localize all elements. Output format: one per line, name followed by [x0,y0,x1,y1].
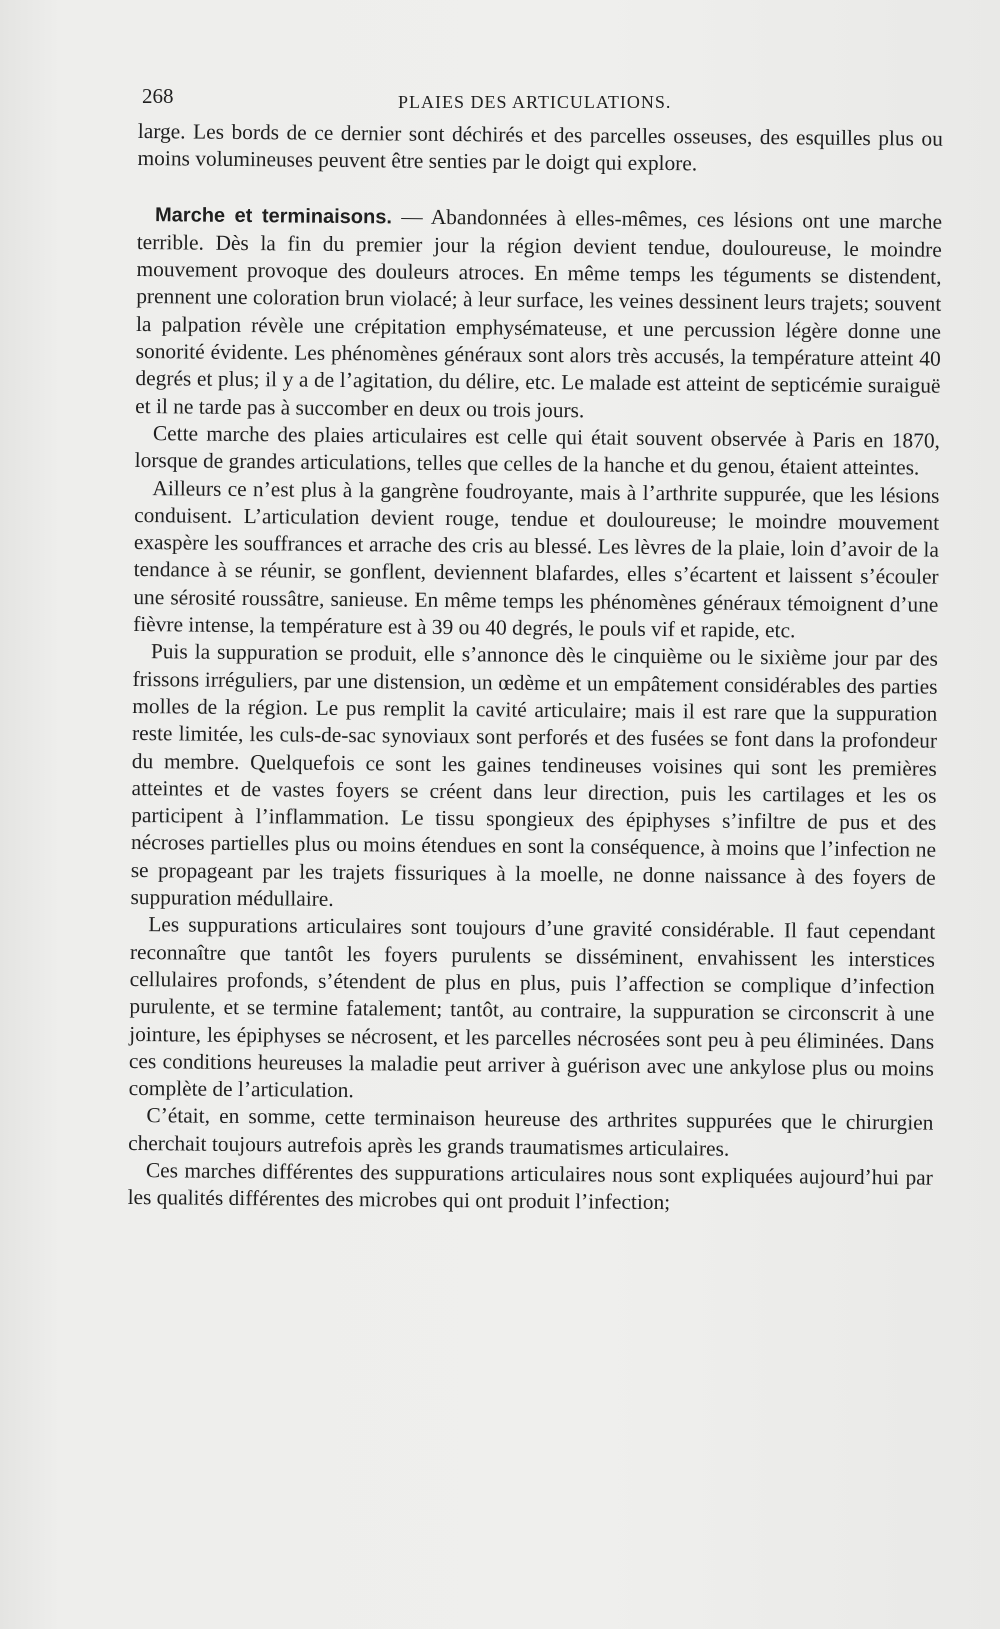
paragraph-text: C’était, en somme, cette terminaison heureuse des arthrites suppurées que le chirurgien cherchait toujours autrefois après les grands traumatismes articulaires. [128,1103,934,1161]
page-header [142,84,942,114]
paragraph-marche [135,201,942,428]
paragraph-text: Ailleurs ce n’est plus à la gangrène foudroyante, mais à l’arthrite suppurée, que les lésions conduisent. L’articulation devient rouge, tendue et douloureuse; le moindre mouvement exaspère les souffrances et arrache des cris au blessé. Les lèvres de la plaie, loin d’avoir de la tendance à se réunir, se gonflent, deviennent blafardes, elles s’écartent et laissent s’écouler une sérosité roussâtre, sanieuse. En même temps les phénomènes généraux témoignent d’une fièvre intense, la température est à 39 ou 40 degrés, le pouls vif et rapide, etc. [133,475,940,643]
paragraph-arthrite [133,475,940,647]
running-title: PLAIES DES ARTICULATIONS. [398,92,672,112]
page-number: 268 [142,84,174,108]
paragraph-terminaison [128,1102,933,1164]
paragraph-text: Cette marche des plaies articulaires est celle qui était souvent observée à Paris en 1870, lorsque de grandes articulations, telles que celles de la hanche et du genou, étaient atteintes. [134,421,941,480]
section-heading: Marche et terminaisons. [154,203,393,229]
paragraph-gravite [129,911,936,1110]
paragraph-text: Les suppurations articulaires sont toujours d’une gravité considérable. Il faut cependant reconnaître que tantôt les foyers purulents se disséminent, envahissent les interstices cellulaires profonds, s’étendent de plus en plus, puis l’affection se complique d’infection purulente, et se termine fatalement; tantôt, au contraire, la suppuration se circonscrit à une jointure, les épiphyses se nécrosent, et les parcelles nécrosées sont peu à peu éliminées. Dans ces conditions heureuses la maladie peut arriver à guérison avec une ankylose plus ou moins complète de l’articulation. [128,912,936,1103]
paragraph-text: Ces marches différentes des suppurations articulaires nous sont expliquées aujourd’hui par les qualités différentes des microbes qui ont produit l’infection; [127,1158,933,1215]
paragraph-suppuration [130,638,938,919]
paragraph-paris-1870 [135,420,940,482]
paragraph-text: large. Les bords de ce dernier sont déchirés et des parcelles osseuses, des esquilles plus ou moins volumineuses peuvent être senties par le doigt qui explore. [137,118,943,176]
paragraph-text: Puis la suppuration se produit, elle s’annonce dès le cinquième ou le sixième jour par des frissons irréguliers, par une distension, un œdème et un empâtement considérables des parties molles de la région. Le pus remplit la cavité articulaire; mais il est rare que la suppuration reste limitée, les culs-de-sac synoviaux sont perforés et des fusées se font dans la profondeur du membre. Quelquefois ce sont les gaines tendineuses voisines qui sont les premières atteintes et de vastes foyers se créent dans leur direction, puis les cartilages et les os participent à l’inflammation. Le tissu spongieux des épiphyses s’infiltre de pus et des nécroses partielles plus ou moins étendues en sont la conséquence, à moins que l’infection ne se propageant par les trajets fissuriques à la moelle, ne donne naissance à des foyers de suppuration médullaire. [130,639,938,911]
paragraph-text: — Abandonnées à elles-mêmes, ces lésions ont une marche terrible. Dès la fin du premier jour la région devient tendue, douloureuse, le moindre mouvement provoque des douleurs atroces. En même temps les téguments se distendent, prennent une coloration brun violacé; à leur surface, les veines dessinent leurs trajets; souvent la palpation révèle une crépitation emphysémateuse, et une percussion légère donne une sonorité évidente. Les phénomènes généraux sont alors très accusés, la température atteint 40 degrés et plus; il y a de l’agitation, du délire, etc. Le malade est atteint de septicémie suraiguë et il ne tarde pas à succomber en deux ou trois jours. [135,204,943,422]
paragraph-microbes [128,1157,933,1219]
body-text [128,118,943,1219]
paragraph-continuation [137,118,942,180]
